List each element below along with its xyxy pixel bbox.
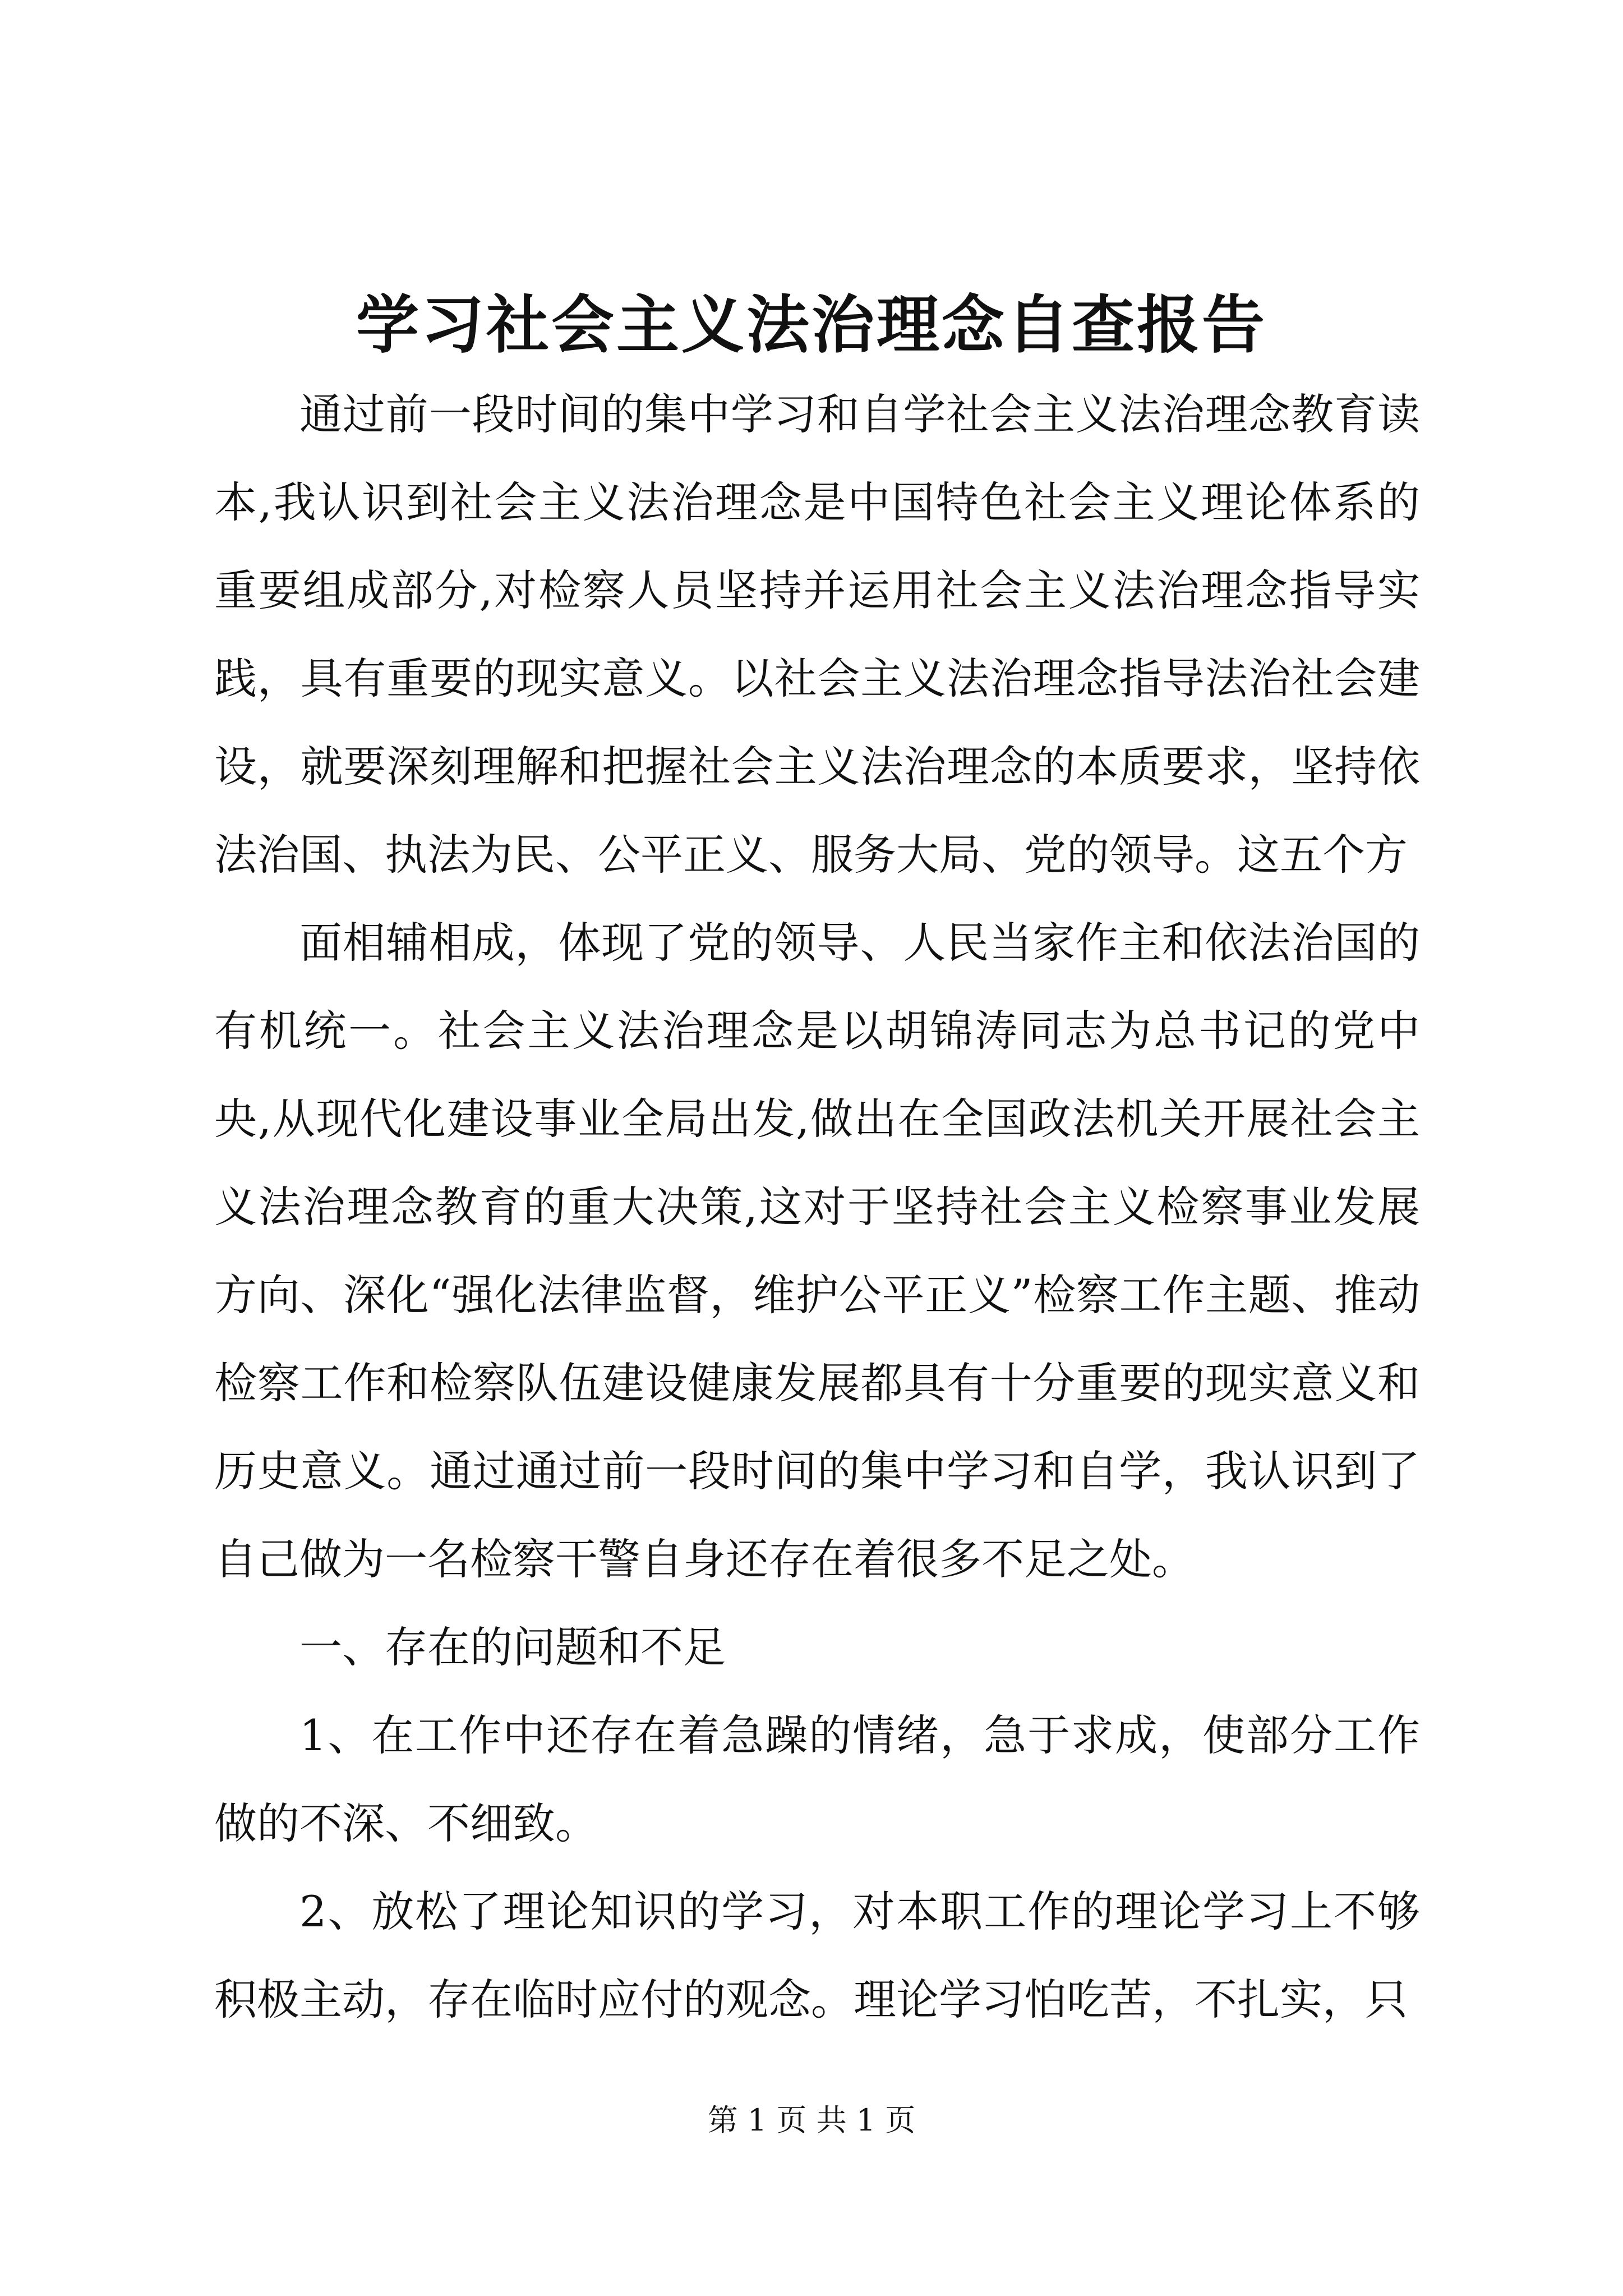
paragraph-continuation: 面相辅相成，体现了党的领导、人民当家作主和依法治国的有机统一。社会主义法治理念是以胡锦涛同志为总书记的党中央,从现代化建设事业全局出发,做出在全国政法机关开展社会主义法治理念教育的重大决策,这对于坚持社会主义检察事业发展方向、深化“强化法律监督，维护公平正义”检察工作主题、推动检察工作和检察队伍建设健康发展都具有十分重要的现实意义和历史意义。通过通过前一段时间的集中学习和自学，我认识到了自己做为一名检察干警自身还存在着很多不足之处。 bbox=[214, 918, 1420, 1584]
section-heading-problems: 一、存在的问题和不足 bbox=[299, 1622, 726, 1672]
document-title: 学习社会主义法治理念自查报告 bbox=[356, 288, 1267, 362]
page-footer: 第 1 页 共 1 页 bbox=[707, 2102, 916, 2138]
paragraph-item-2: 2、放松了理论知识的学习，对本职工作的理论学习上不够积极主动，存在临时应付的观念。理论学习怕吃苦，不扎实，只 bbox=[214, 1887, 1420, 2024]
paragraph-item-1: 1、在工作中还存在着急躁的情绪，急于求成，使部分工作做的不深、不细致。 bbox=[214, 1710, 1420, 1848]
document-body bbox=[214, 370, 1420, 2044]
paragraph-intro: 通过前一段时间的集中学习和自学社会主义法治理念教育读本,我认识到社会主义法治理念是中国特色社会主义理论体系的重要组成部分,对检察人员坚持并运用社会主义法治理念指导实践，具有重要的现实意义。以社会主义法治理念指导法治社会建设，就要深刻理解和把握社会主义法治理念的本质要求，坚持依法治国、执法为民、公平正义、服务大局、党的领导。这五个方 bbox=[214, 389, 1420, 880]
